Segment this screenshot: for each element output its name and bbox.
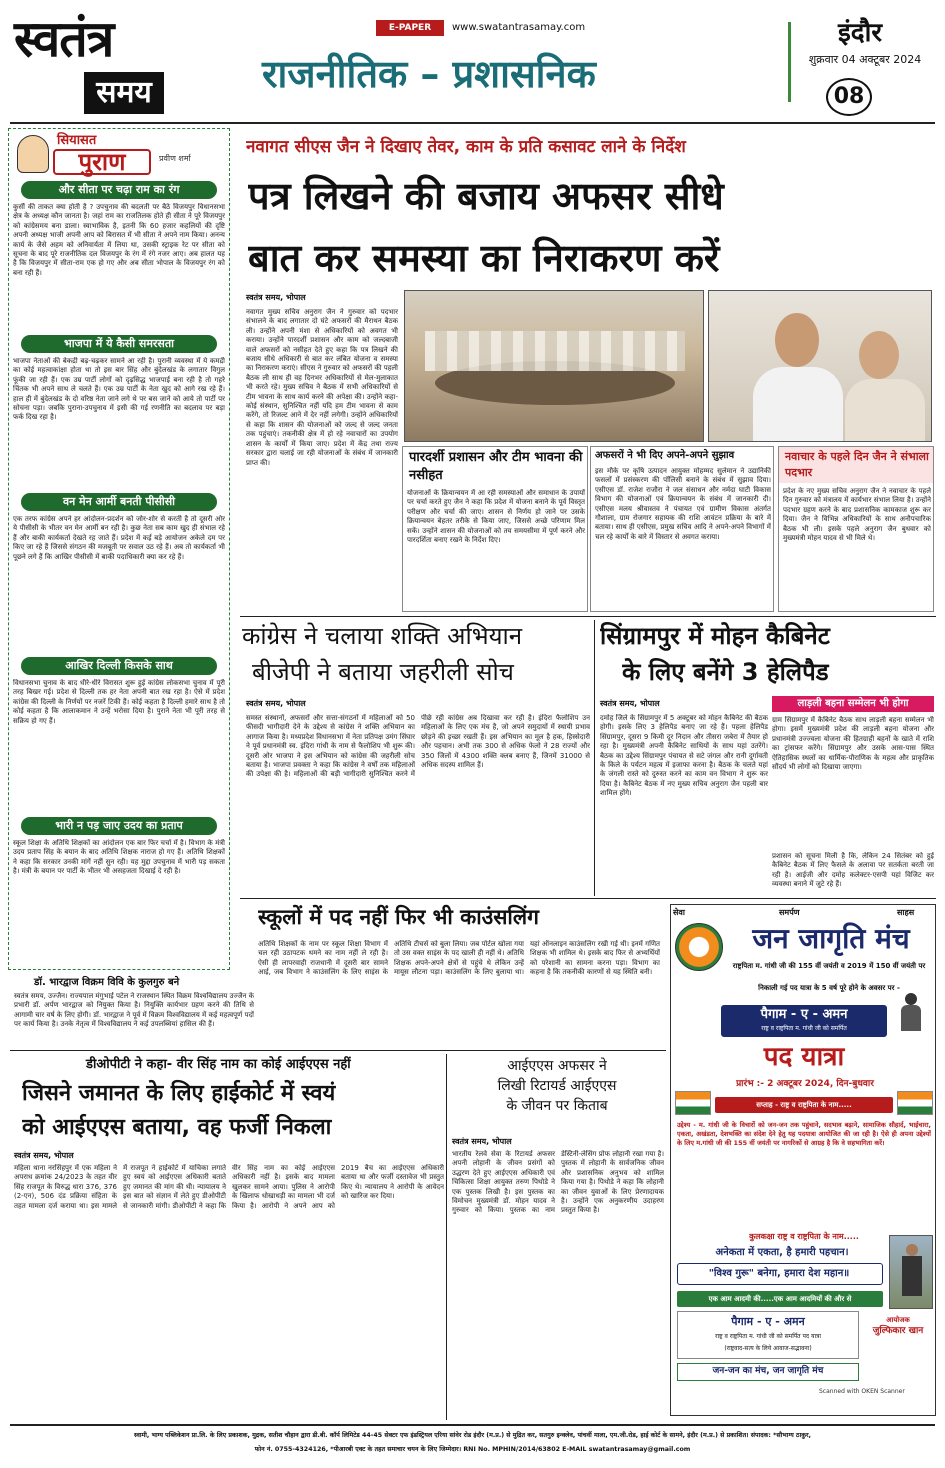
- lead-headline-1: पत्र लिखने की बजाय अफसर सीधे: [248, 174, 724, 218]
- brand-small: सियासत: [57, 133, 97, 148]
- lead-headline-2: बात कर समस्या का निराकरण करें: [248, 236, 720, 280]
- ad-vishwaguru: "विश्व गुरू" बनेगा, हमारा देश महान॥: [708, 1268, 850, 1279]
- helipad-byline: स्वतंत्र समय, भोपाल: [600, 699, 660, 708]
- ad-unity: अनेकता में एकता, है हमारी पहचान।: [715, 1247, 849, 1258]
- school-body: अतिथि शिक्षकों के नाम पर स्कूल शिक्षा विभाग में चल रही उठापटक थमने का नाम नहीं ले रही है। ऐसी ही लापरवाही राजधानी में दूसरी बार सामने आई, जब विभाग ने काउंसलिंग के लिए साइंस के अतिथि टीचर्स को बुला लिया। जब पोर्टल खोला गया तो उस वक्त साइंस के पद खाली ही नहीं थे। अतिथि शिक्षक अपने-अपने क्षेत्रों से पहुंचे थे लेकिन उन्हें मायूस लौटना पड़ा। काउंसलिंग के लिए बुलाया था। यहां ऑनलाइन काउंसलिंग रखी गई थी। इनमें गणित शिक्षक भी शामिल थे। इसके बाद फिर से अभ्यर्थियों को परेशानी का सामना करना पड़ा। विभाग का कहना है कि तकनीकी कारणों से यह स्थिति बनी।: [258, 940, 660, 977]
- ad-gandhi-icon: [893, 993, 929, 1033]
- ad-footer-banner-box: [677, 1311, 859, 1359]
- sidebar-section-3: [13, 493, 225, 633]
- box-transparency: [402, 446, 588, 612]
- ad-footer-banner: पैगाम - ए - अमन: [731, 1315, 805, 1328]
- ad-vishwaguru-box: [677, 1263, 883, 1285]
- portrait-body-1: [753, 367, 843, 442]
- epaper-badge: [376, 20, 444, 36]
- ad-tag-sahas: साहस: [897, 908, 915, 917]
- ad-sapath-text: सप्ताह - राष्ट्र व राष्ट्रपिता के नाम.....: [756, 1101, 852, 1109]
- portrait-body-2: [845, 379, 925, 442]
- masthead-rule: [10, 122, 935, 124]
- ad-sapath: [715, 1097, 893, 1113]
- issue-date: शुक्रवार 04 अक्टूबर 2024: [808, 53, 922, 66]
- sidebar-column: [8, 128, 230, 970]
- ad-organizer-name: जुल्फिकार खान: [872, 1326, 924, 1336]
- ad-photo-man-head: [906, 1244, 918, 1256]
- sidebar-head-4: आखिर दिल्ली किसके साथ: [21, 657, 217, 675]
- sidebar-head-5: भारी न पड़ जाए उदय का प्रताप: [21, 817, 217, 835]
- ad-tag-samarpan: समर्पण: [779, 908, 800, 917]
- box2-head: अफसरों ने भी दिए अपने-अपने सुझाव: [595, 450, 735, 461]
- imprint-line-1: स्वामी, भाग्य पब्लिकेशन प्रा.लि. के लिए प्रकाशक, मुद्रक, सतीश चौहान द्वारा डी.बी. कॉर्प लिमिटेड 44-45 सेक्टर एफ इंडस्ट्रियल एरिया सांवेर रोड इंदौर (म.प्र.) से मुद्रित कर, सतगुरु इन्क्लेव, पांचवीं माला, एम.जी.रोड, हाई कोर्ट के सामने, इंदौर (म.प्र.) से प्रकाशित। संपादक: *सौभाग्य ठाकुर,: [133, 1432, 812, 1439]
- box1-head: पारदर्शी प्रशासन और टीम भावना की नसीहत: [409, 450, 583, 483]
- rule-above-fake: [10, 1050, 666, 1051]
- helipad-bottom-text: प्रशासन को सूचना मिली है कि, लेकिन 24 सितंबर को हुई कैबिनेट बैठक में लिए फैसले के अलावा पर सतर्कता बरती जा रही है। आईजी और दमोह कलेक्टर-एसपी यहां विजिट कर व्यवस्था बनाने में जुटे रहे हैं।: [772, 852, 934, 889]
- sidebar-body-3: एक तरफ कांग्रेस अपने हर आंदोलन-प्रदर्शन को जोर-शोर से करती है तो दूसरी ओर ये पीसीसी के भीतर वन मेन आर्मी बन रही है। कुछ नेता सब काम खुद ही संभाल रहे हैं और बाकी कार्यकर्ता देखते रह जाते हैं। प्रदेश में कई बड़े आयोजन अकेले दम पर किए जा रहे हैं जिससे संगठन की मजबूती पर सवाल उठ रहे हैं। अब तो कार्यकर्ता भी पूछने लगे हैं कि आखिर पीसीसी में बाकी पदाधिकारी क्या कर रहे हैं।: [13, 515, 225, 561]
- sidebar-section-4: [13, 657, 225, 783]
- ad-organizer-box: [863, 1315, 933, 1377]
- site-url[interactable]: www.swatantrasamay.com: [452, 22, 586, 33]
- sidebar-section-5: [13, 817, 225, 965]
- sidebar-body-1: कुर्सी की ताकत क्या होती है ? उपचुनाव की बदलती पर बैठे विजयपुर विधानसभा क्षेत्र के अध्यक्ष कौन जानता है। जहां राम का राजतिलक होते ही सीता ने पूरे विजयपुर को कांग्रेसमय बना डाला। स्वाभाविक है, इतनी कि 60 हजार कहलियों की दृष्टि अपनी अध्यक्ष भाजी अपनी आप को बिरासत में भी सीता ने अपने नाम किया। अनन्य कार्य के जैसे अहम को अनिवार्यता में लिया था, उसकी स्ट्राइक रेट पर सीता को सूचना के बाद पूरे राजनीतिक दल विजयपुर के रंग में रंगे नजर आए। अब हालत यह है कि विजयपुर में सीता-राम एक हो गए और अब सीता भोपाल के विजयपुर रंग को बना रही हैं।: [13, 203, 225, 277]
- book-body: भारतीय रेलवे सेवा के रिटायर्ड अफसर अपनी लोहानी के जीवन प्रसंगों को उद्धरण देते हुए आईएएस अधिकारी एवं चिकित्सा शिक्षा आयुक्त तरुण पिथोडे ने एक पुस्तक लिखी है। इस पुस्तक का विमोचन मुख्यमंत्री डॉ. मोहन यादव ने गुरुवार को किया। पुस्तक का नाम डेस्टिनी-लेसिंग प्रोफ लोहानी रखा गया है। पुस्तक में लोहानी के सार्वजनिक जीवन और प्रशासनिक अनुभव को शामिल किया गया है। पिथोडे ने कहा कि लोहानी का जीवन युवाओं के लिए प्रेरणादायक है। उन्होंने एक अनुकरणीय उदाहरण प्रस्तुत किया है।: [452, 1150, 664, 1215]
- fake-ias-kicker: डीओपीटी ने कहा- वीर सिंह नाम का कोई आईएएस नहीं: [86, 1057, 351, 1072]
- ad-organizer-label: आयोजक: [886, 1316, 910, 1324]
- ad-jan-jagriti: [670, 904, 936, 1416]
- section-title: राजनीतिक – प्रशासनिक: [262, 52, 596, 96]
- rule-under-mid: [240, 898, 936, 899]
- fake-ias-body: महिला थाना नरसिंहपुर में एक महिला ने अपराध क्रमांक 24/2023 के तहत वीर सिंह राजपूत के विरुद्ध धारा 376, 376 (2-एन), 506 दंड प्रक्रिया संहिता के तहत मामला दर्ज कराया था। इस मामले में राजपूत ने हाईकोर्ट में याचिका लगाते हुए स्वयं को आईएएस अधिकारी बताते हुए जमानत की मांग की थी। न्यायालय ने इस बात को संज्ञान में लेते हुए डीओपीटी से जानकारी मांगी। डीओपीटी ने कहा कि वीर सिंह नाम का कोई आईएएस अधिकारी नहीं है। इसके बाद मामला खुलकर सामने आया। पुलिस ने आरोपी के खिलाफ धोखाधड़ी का मामला भी दर्ज किया है। आरोपी ने अपने आप को 2019 बैच का आईएएस अधिकारी बताया था और फर्जी दस्तावेज भी प्रस्तुत किए थे। न्यायालय ने आरोपी के आवेदन को खारिज कर दिया।: [14, 1164, 444, 1210]
- ad-line-1: राष्ट्रपिता म. गांधी जी की 155 वीं जयंती व 2019 में 150 वीं जयंती पर: [732, 962, 926, 970]
- fake-ias-byline: स्वतंत्र समय, भोपाल: [14, 1151, 74, 1160]
- ad-body: उद्देश्य - म. गांधी जी के विचारों को जन-जन तक पहुंचाने, सदभाव बढ़ाने, सामाजिक सौहार्द, भाईचारा, एकता, अखंडता, देशभक्ति का संदेश देने हेतु यह पदयात्रा आयोजित की जा रही है। ऐसे ही अपना उद्देश्यों के लिए म.गांधी जी की 155 वीं जयंती पर नागरिकों से आग्रह है कि वे सहभागिता करें।: [677, 1121, 931, 1147]
- page-number-badge: [826, 78, 872, 116]
- col-divider-book: [446, 1054, 447, 1420]
- ad-green-text: एक आम आदमी की.....एक आम आदमियों की और से: [708, 1295, 852, 1303]
- ad-footer-sub: राष्ट्र व राष्ट्रपिता म. गांधी जी को समर्पित पद यात्रा: [715, 1333, 821, 1340]
- ad-line-2: निकाली गई पद यात्रा के 5 वर्ष पूरे होने के अवसर पर -: [758, 984, 900, 992]
- ad-footer-sub2: (राष्ट्रवाद-सत्य के लिये आवाज-सद्भावना): [724, 1345, 812, 1352]
- meeting-photo: [404, 290, 704, 442]
- fake-ias-headline-1: जिसने जमानत के लिए हाईकोर्ट में स्वयं: [22, 1081, 336, 1106]
- ad-bottom-bar-text: जन-जन का मंच, जन जागृति मंच: [712, 1366, 824, 1376]
- sidebar-head-2: भाजपा में ये कैसी समरसता: [21, 335, 217, 353]
- book-headline-2: लिखी रिटायर्ड आईएएस: [497, 1078, 617, 1094]
- ad-banner-text: पैगाम - ए - अमन: [760, 1007, 848, 1022]
- ad-flag-right: [897, 1091, 933, 1115]
- book-byline: स्वतंत्र समय, भोपाल: [452, 1137, 512, 1146]
- rule-under-lead: [240, 616, 936, 617]
- ad-banner-sub: राष्ट्र व राष्ट्रपिता म. गांधी जी को समर्पित: [761, 1025, 847, 1032]
- book-headline-3: के जीवन पर किताब: [506, 1098, 608, 1114]
- cs-portrait-photo: [708, 290, 932, 442]
- ad-green-strip: [677, 1291, 883, 1307]
- epaper-label: E-PAPER: [388, 23, 432, 33]
- brand-big-box: [53, 149, 151, 175]
- lead-body: नवागत मुख्य सचिव अनुराग जैन ने गुरुवार को पदभार संभालने के बाद लगातार दो घंटे अफसरों की मैराथन बैठक ली। उन्होंने अपनी मंशा से अधिकारियों को अवगत भी कराया। उन्होंने पारदर्शी प्रशासन और काम को जल्दबाजी वाले अफसरों को नसीहत देते हुए कहा कि पत्र लिखने की बजाय सीधे अधिकारी से बात कर लंबित योजना व समस्या का निराकरण कराएं। सीएस ने गुरुवार को अफसरों की पहली बैठक ली साथ ही वह दिनभर अधिकारियों से मेल-मुलाकात भी करते रहे। मुख्य सचिव ने बैठक में सभी अधिकारियों से टीम भावना के साथ कार्य करने की अपेक्षा की। उन्होंने कहा-कोई संस्थान, सुनिश्चित नहीं यदि हम टीम भावना से काम करेंगे, तो रिजल्ट आने में देर नहीं लगेगी। उन्होंने अधिकारियों से कहा कि शासन की योजनाओं को जल्द से जल्द जनता तक पहुंचाएं। तकनीकी क्षेत्र में हो रहे नवाचारों का उपयोग शासन के कार्यों में किया जाए। प्रदेश में केंद्र तथा राज्य सरकार द्वारा चलाई जा रही योजनाओं के संबंध में जानकारी प्राप्त की।: [246, 308, 398, 467]
- brand-big: पुराण: [78, 147, 126, 176]
- cartoon-icon: [17, 135, 49, 173]
- portrait-face-1: [775, 313, 819, 367]
- lead-kicker: नवागत सीएस जैन ने दिखाए तेवर, काम के प्रति कसावट लाने के निर्देश: [246, 137, 686, 157]
- box2-body: इस मौके पर कृषि उत्पादन आयुक्त मोहम्मद सुलेमान ने उद्यानिकी फसलों में प्रसंस्करण की पॉलिसी बनाने के संबंध में सुझाव दिया। एसीएस डॉ. राजेश राजौरा ने जल संसाधन और नर्मदा घाटी विकास विभाग की योजनाओं एवं क्रियान्वयन के संबंध में जानकारी दी। एसीएस मलय श्रीवास्तव ने पंचायत एवं ग्रामीण विकास अंतर्गत गौशाला, ग्राम रोजगार सहायक की राशि आवंटन प्रक्रिया के बारे में बताया। साथ ही एसीएस, प्रमुख सचिव आदि ने अपने-अपने विभागों में चल रहे कार्यों के बारे में विस्तार से अवगत कराया।: [595, 467, 771, 541]
- ad-yatra: पद यात्रा: [763, 1042, 845, 1072]
- ad-scanner-mark: Scanned with OKEN Scanner: [819, 1388, 905, 1395]
- ad-slogan-top: कुलकक्षा राष्ट्र व राष्ट्रपिता के नाम.....: [749, 1232, 859, 1241]
- city-name: इंदौर: [838, 18, 882, 48]
- page-number: 08: [833, 84, 865, 109]
- footer-rule: [10, 1424, 935, 1426]
- col-divider-mid: [594, 620, 595, 896]
- gandhi-figure-head: [905, 993, 917, 1005]
- book-headline-1: आईएएस अफसर ने: [507, 1058, 607, 1074]
- helipad-headline-2: के लिए बनेंगे 3 हेलिपैड: [622, 658, 829, 686]
- sidebar-section-2: [13, 335, 225, 485]
- ad-date-line: प्रारंभ :- 2 अक्टूबर 2024, दिन-बुधवार: [736, 1079, 874, 1089]
- box1-body: योजनाओं के क्रियान्वयन में आ रही समस्याओं और समाधान के उपायों पर चर्चा करते हुए जैन ने कहा कि प्रदेश में योजना बनाने के पूर्व विस्तृत परीक्षण और चर्चा की जाए। शासन से निर्णय हो जाने पर उसके क्रियान्वयन बेहतर तरीके से किया जाए, जिससे अच्छे परिणाम मिल सकें। उन्होंने शासन की योजनाओं को तय समयसीमा में पूर्ण करने और पारदर्शिता बनाए रखने के निर्देश दिए।: [407, 489, 585, 545]
- sidebar-body-5: स्कूल शिक्षा के अतिथि शिक्षकों का आंदोलन एक बार फिर चर्चा में है। विभाग के मंत्री उदय प्रताप सिंह के बयान के बाद अतिथि शिक्षक नाराज हो गए हैं। अतिथि शिक्षकों ने कहा कि सरकार उनकी मांगें नहीं सुन रही। यह मुद्दा उपचुनाव में भारी पड़ सकता है। मंत्री के बयान पर पार्टी के भीतर भी असहजता दिखाई दे रही है।: [13, 839, 225, 876]
- congress-byline: स्वतंत्र समय, भोपाल: [246, 699, 306, 708]
- helipad-sidebox: [772, 696, 934, 846]
- helipad-body: दमोह जिले के सिंग्रामपुर में 5 अक्टूबर को मोहन कैबिनेट की बैठक होगी। इसके लिए 3 हेलिपैड बनाए जा रहे हैं। पहला हेलिपैड सिंग्रामपुर, दूसरा 9 किमी दूर निदान और तीसरा जबेरा में तैयार हो रहा है। मुख्यमंत्री अपनी कैबिनेट साथियों के साथ यहां उतरेंगे। बैठक का उद्देश्य सिंग्रामपुर पंचायत से सटे जंगल और रानी दुर्गावती के किले के पर्यटन महत्व में इजाफा करना है। बैठक के चलते यहां के जंगली रास्ते को दुरुस्त करने का काम वन विभाग ने शुरू कर दिया है। कैबिनेट बैठक में नए मुख्य सचिव अनुराग जैन पहली बार शामिल होंगे।: [600, 714, 768, 798]
- ad-flag-left: [675, 1091, 711, 1115]
- ad-tag-seva: सेवा: [673, 908, 685, 917]
- author-name: प्रवीण शर्मा: [159, 154, 191, 163]
- school-headline: स्कूलों में पद नहीं फिर भी काउंसलिंग: [258, 905, 539, 929]
- helipad-headline-1: सिंग्रामपुर में मोहन कैबिनेट: [600, 622, 830, 650]
- logo-top: स्वतंत्र: [14, 9, 114, 68]
- ad-emblem: [675, 923, 723, 971]
- box-first-day: [778, 446, 934, 612]
- lead-byline: स्वतंत्र समय, भोपाल: [246, 293, 306, 302]
- masthead: [0, 0, 945, 128]
- vikram-body: स्वतंत्र समय, उज्जैन। राज्यपाल मंगुभाई पटेल ने राजस्थान स्थित विक्रम विश्वविद्यालय उज्जैन के प्रभारी डॉ. अर्पण भारद्वाज को नियुक्त किया है। नियुक्ति कार्यभार ग्रहण करने की तिथि से आगामी चार वर्ष के लिए होगी। डॉ. भारद्वाज ने पूर्व में विक्रम विश्वविद्यालय में कई महत्वपूर्ण पदों पर कार्य किया है। उनके नेतृत्व में विश्वविद्यालय ने कई उपलब्धियां हासिल की हैं।: [14, 992, 254, 1029]
- sidebar-head-3: वन मेन आर्मी बनती पीसीसी: [21, 493, 217, 511]
- box3-head: नवाचार के पहले दिन जैन ने संभाला पदभार: [785, 450, 929, 479]
- fake-ias-headline-2: को आईएएस बताया, वह फर्जी निकला: [22, 1115, 332, 1140]
- meeting-people-row: [425, 331, 685, 371]
- gandhi-figure-body: [901, 1005, 921, 1031]
- helipad-side-head: लाड़ली बहना सम्मेलन भी होगा: [772, 696, 934, 712]
- logo-bottom-box: [84, 72, 164, 114]
- congress-headline-1: कांग्रेस ने चलाया शक्ति अभियान: [242, 622, 523, 650]
- ad-bottom-bar: [677, 1363, 859, 1381]
- ad-title: जन जागृति मंच: [752, 922, 910, 955]
- sidebar-brand: [13, 133, 225, 177]
- portrait-face-2: [859, 331, 899, 379]
- box-suggestions: [590, 446, 774, 612]
- ad-photo-man-body: [902, 1256, 922, 1296]
- sidebar-section-1: [13, 181, 225, 331]
- box3-body: प्रदेश के नए मुख्य सचिव अनुराग जैन ने नवाचार के पहले दिन गुरुवार को मंत्रालय में कार्यभार संभाल लिया है। उन्होंने पदभार ग्रहण करने के बाद प्रशासनिक कामकाज शुरू कर दिया। जैन ने विभिन्न अधिकारियों के साथ अनौपचारिक बैठक भी ली। इसके पहले अनुराग जैन बुधवार को मुख्यमंत्री मोहन यादव से भी मिले थे।: [783, 487, 931, 543]
- vikram-headline: डॉ. भारद्वाज विक्रम विवि के कुलगुरु बने: [34, 977, 180, 988]
- sidebar-head-1: और सीता पर चढ़ा राम का रंग: [21, 181, 217, 199]
- congress-headline-2: बीजेपी ने बताया जहरीली सोच: [252, 658, 514, 686]
- congress-body: समस्त संस्थानों, अफसरों और सत्ता-संगठनों में महिलाओं को 50 फीसदी भागीदारी देने के उद्देश्य से कांग्रेस ने शक्ति अभियान का आगाज किया है। मध्यप्रदेश विधानसभा में नेता प्रतिपक्ष उमंग सिंघार ने पूर्व प्रधानमंत्री स्व. इंदिरा गांधी के नाम से फैलोशिप भी शुरू की। दूसरी ओर भाजपा ने इस अभियान को कांग्रेस की जहरीली सोच बताया है। भाजपा प्रवक्ता ने कहा कि कांग्रेस ने वर्षों तक महिलाओं की उपेक्षा की है। महिलाओं की बड़ी भागीदारी सुनिश्चित करने में पीछे रही कांग्रेस अब दिखावा कर रही है। इंदिरा फैलोशिप उन महिलाओं के लिए एक मंच है, जो अपने समुदायों में स्थायी प्रभाव छोड़ने की इच्छा रखती हैं। इस अभियान का मूल है हक, हिस्सेदारी और पहचान। अभी तक 300 से अधिक फेलो ने 28 राज्यों और 350 जिलों में 4300 शक्ति क्लब बनाए हैं, जिनमें 31000 से अधिक सदस्य शामिल हैं।: [246, 714, 590, 779]
- helipad-side-body: ग्राम सिंग्रामपुर में कैबिनेट बैठक साथ लाड़ली बहना सम्मेलन भी होगा। इसमें मुख्यमंत्री प्रदेश की लाड़ली बहना योजना और प्रधानमंत्री उज्ज्वला योजना की हितग्राही बहनों के खाते में राशि का ट्रांसफर करेंगे। सिंग्रामपुर और उसके आस-पास स्थित ऐतिहासिक स्थलों का धार्मिक-पौराणिक के महत्व और प्राकृतिक सौंदर्य भी लोगों को दिखाया जाएगा।: [772, 716, 934, 772]
- sidebar-body-2: भाजपा नेताओं की बेकद्री बढ़-चढ़कर सामने आ रही है। पुरानी व्यवस्था में ये कमद्री का कोई महत्वाकांक्षा होता था तो इस बार सिंह और बुंदेलखंड के लगातार विगुल फूंकी जा रही हैं। एक उम्र पार्टी लोगों को दृढ़सिद्ध भाजपाई बना रही है तो गहरे चिंतक भी अपने साथ ले चलते हैं। एक उम्र पार्टी के नेता खुद को आगे रख रहे हैं। हाल ही में बुंदेलखंड के दो वरिष्ठ नेता जाने लगे थे पर बस जाने को आये तो पार्टी पर सोचना पड़ा। जबकि पुराना-उपचुनाव में इसी की गई रणनीति का बदलाव पर बड़ा फर्क दिख रहा है।: [13, 357, 225, 422]
- sidebar-body-4: विधानसभा चुनाव के बाद धीरे-धीरे विरासत शुरू हुई कांग्रेस लोकसभा चुनाव में पूरी तरह बिखर गई। प्रदेश से दिल्ली तक हर नेता अपनी बात रख रहा है। ऐसे में प्रदेश कांग्रेस की दिल्ली के निर्णयों पर नजरें टिकी हैं। कोई कहता है दिल्ली हमारे साथ है तो कोई कहता है कि आलाकमान ने उन्हें भरोसा दिया है। पुराने नेता भी पूरी तरह से सक्रिय हो गए हैं।: [13, 679, 225, 725]
- logo-bottom: समय: [96, 75, 152, 110]
- ad-banner: [721, 1005, 887, 1037]
- imprint-line-2: फोन नं. 0755-4324126, *पीआरबी एक्ट के तहत समाचार चयन के लिए जिम्मेदार। RNI No. MPHIN/2014/63802 E-MAIL swatantrasamay@gmail.com: [254, 1446, 691, 1453]
- ad-photo-man: [889, 1235, 933, 1309]
